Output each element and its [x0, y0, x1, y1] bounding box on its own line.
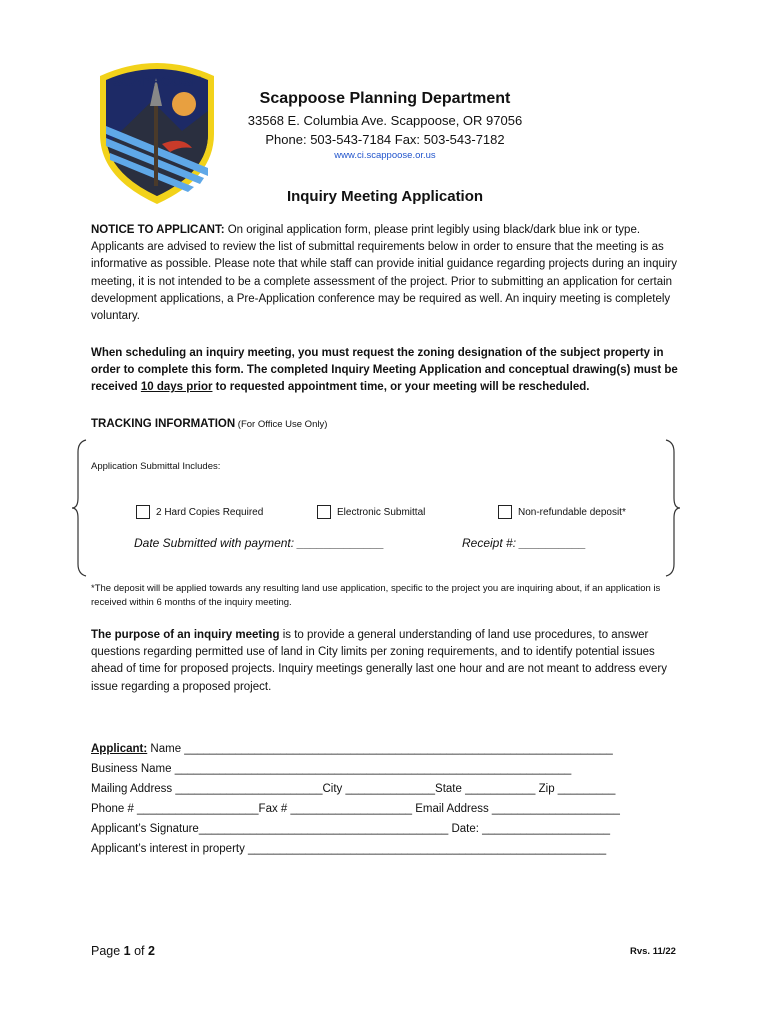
tracking-label: TRACKING INFORMATION: [91, 418, 236, 430]
name-line: Name ___________________________________________________________________: [147, 743, 613, 755]
scheduling-text-2: to requested appointment time, or your meeting will be rescheduled.: [212, 381, 590, 394]
checkbox-label: Non-refundable deposit*: [518, 506, 626, 518]
purpose-paragraph: [91, 627, 681, 696]
page-prefix: Page: [91, 944, 124, 958]
department-phone-fax: Phone: 503-543-7184 Fax: 503-543-7182: [265, 132, 505, 147]
checkbox-box[interactable]: [136, 505, 150, 519]
purpose-text: is to provide a general understanding of land use procedures, to answer questions regarding permitted use of land in City limits per zoning requirements, and to identify potential issues ahead of time for proposed projects. Inquiry meetings generally last one hour and are not meant to address every issue regarding a proposed project.: [91, 629, 667, 693]
department-website-link[interactable]: www.ci.scappoose.or.us: [334, 150, 436, 161]
applicant-name-field[interactable]: [91, 739, 691, 759]
notice-paragraph: [91, 222, 681, 325]
applicant-label: Applicant:: [91, 743, 148, 755]
submittal-includes-label: Application Submittal Includes:: [91, 461, 221, 472]
city-logo-seal: [92, 56, 222, 206]
mailing-address-field[interactable]: Mailing Address _______________________City ______________State ___________ Zip _________: [91, 783, 616, 795]
tracking-heading: [91, 418, 327, 430]
deposit-footnote: *The deposit will be applied towards any resulting land use application, specific to the project you are inquiring about, if an application is received within 6 months of the inquiry meeting.: [91, 583, 661, 608]
checkbox-electronic-submittal[interactable]: [317, 505, 425, 519]
page-number: [91, 944, 155, 958]
phone-fax-email-field[interactable]: Phone # ___________________Fax # ___________________ Email Address ____________________: [91, 803, 620, 815]
receipt-number-field[interactable]: Receipt #: __________: [462, 536, 587, 550]
checkbox-deposit[interactable]: [498, 505, 626, 519]
form-title: Inquiry Meeting Application: [286, 188, 484, 205]
scheduling-deadline: 10 days prior: [140, 381, 213, 394]
date-submitted-field[interactable]: Date Submitted with payment: _____________: [134, 536, 385, 550]
purpose-label: The purpose of an inquiry meeting: [91, 629, 280, 641]
scheduling-paragraph: [91, 345, 681, 397]
applicant-fields: [91, 739, 691, 859]
right-brace: [664, 438, 682, 578]
notice-text: On original application form, please print legibly using black/dark blue ink or type. Applicants are advised to review the list of submittal requirements below in order to ensure that the meeting is as informative as possible. Please note that while staff can provide initial guidance regarding projects during an inquiry meeting, it is not intended to be a complete assessment of the project. Prior to submitting an application for certain development applications, a Pre-Application conference may be required as well. An inquiry meeting is completely voluntary.: [91, 224, 677, 323]
checkbox-hard-copies[interactable]: [136, 505, 263, 519]
left-brace: [70, 438, 88, 578]
notice-label: NOTICE TO APPLICANT:: [91, 224, 225, 236]
checkbox-label: Electronic Submittal: [337, 506, 426, 518]
property-interest-field[interactable]: Applicant’s interest in property ________________________________________________________: [91, 843, 607, 855]
department-address: 33568 E. Columbia Ave. Scappoose, OR 97056: [247, 113, 523, 128]
department-name: Scappoose Planning Department: [259, 90, 511, 107]
checkbox-label: 2 Hard Copies Required: [156, 506, 264, 518]
scheduling-text-1: When scheduling an inquiry meeting, you must request the zoning designation of the subject property in order to complete this form. The completed Inquiry Meeting Application and conceptual drawing(s) must be received: [91, 347, 678, 394]
page-current: 1: [123, 944, 131, 958]
page-of: of: [130, 944, 148, 958]
logo-text: SCAPPOOSE: [112, 73, 202, 89]
business-name-field[interactable]: Business Name ______________________________________________________________: [91, 763, 572, 775]
checkbox-box[interactable]: [317, 505, 331, 519]
page-total: 2: [148, 944, 155, 958]
checkbox-box[interactable]: [498, 505, 512, 519]
signature-date-field[interactable]: Applicant’s Signature_______________________________________ Date: ____________________: [91, 823, 611, 835]
tracking-note: (For Office Use Only): [235, 419, 328, 430]
revision-label: Rvs. 11/22: [630, 946, 676, 957]
